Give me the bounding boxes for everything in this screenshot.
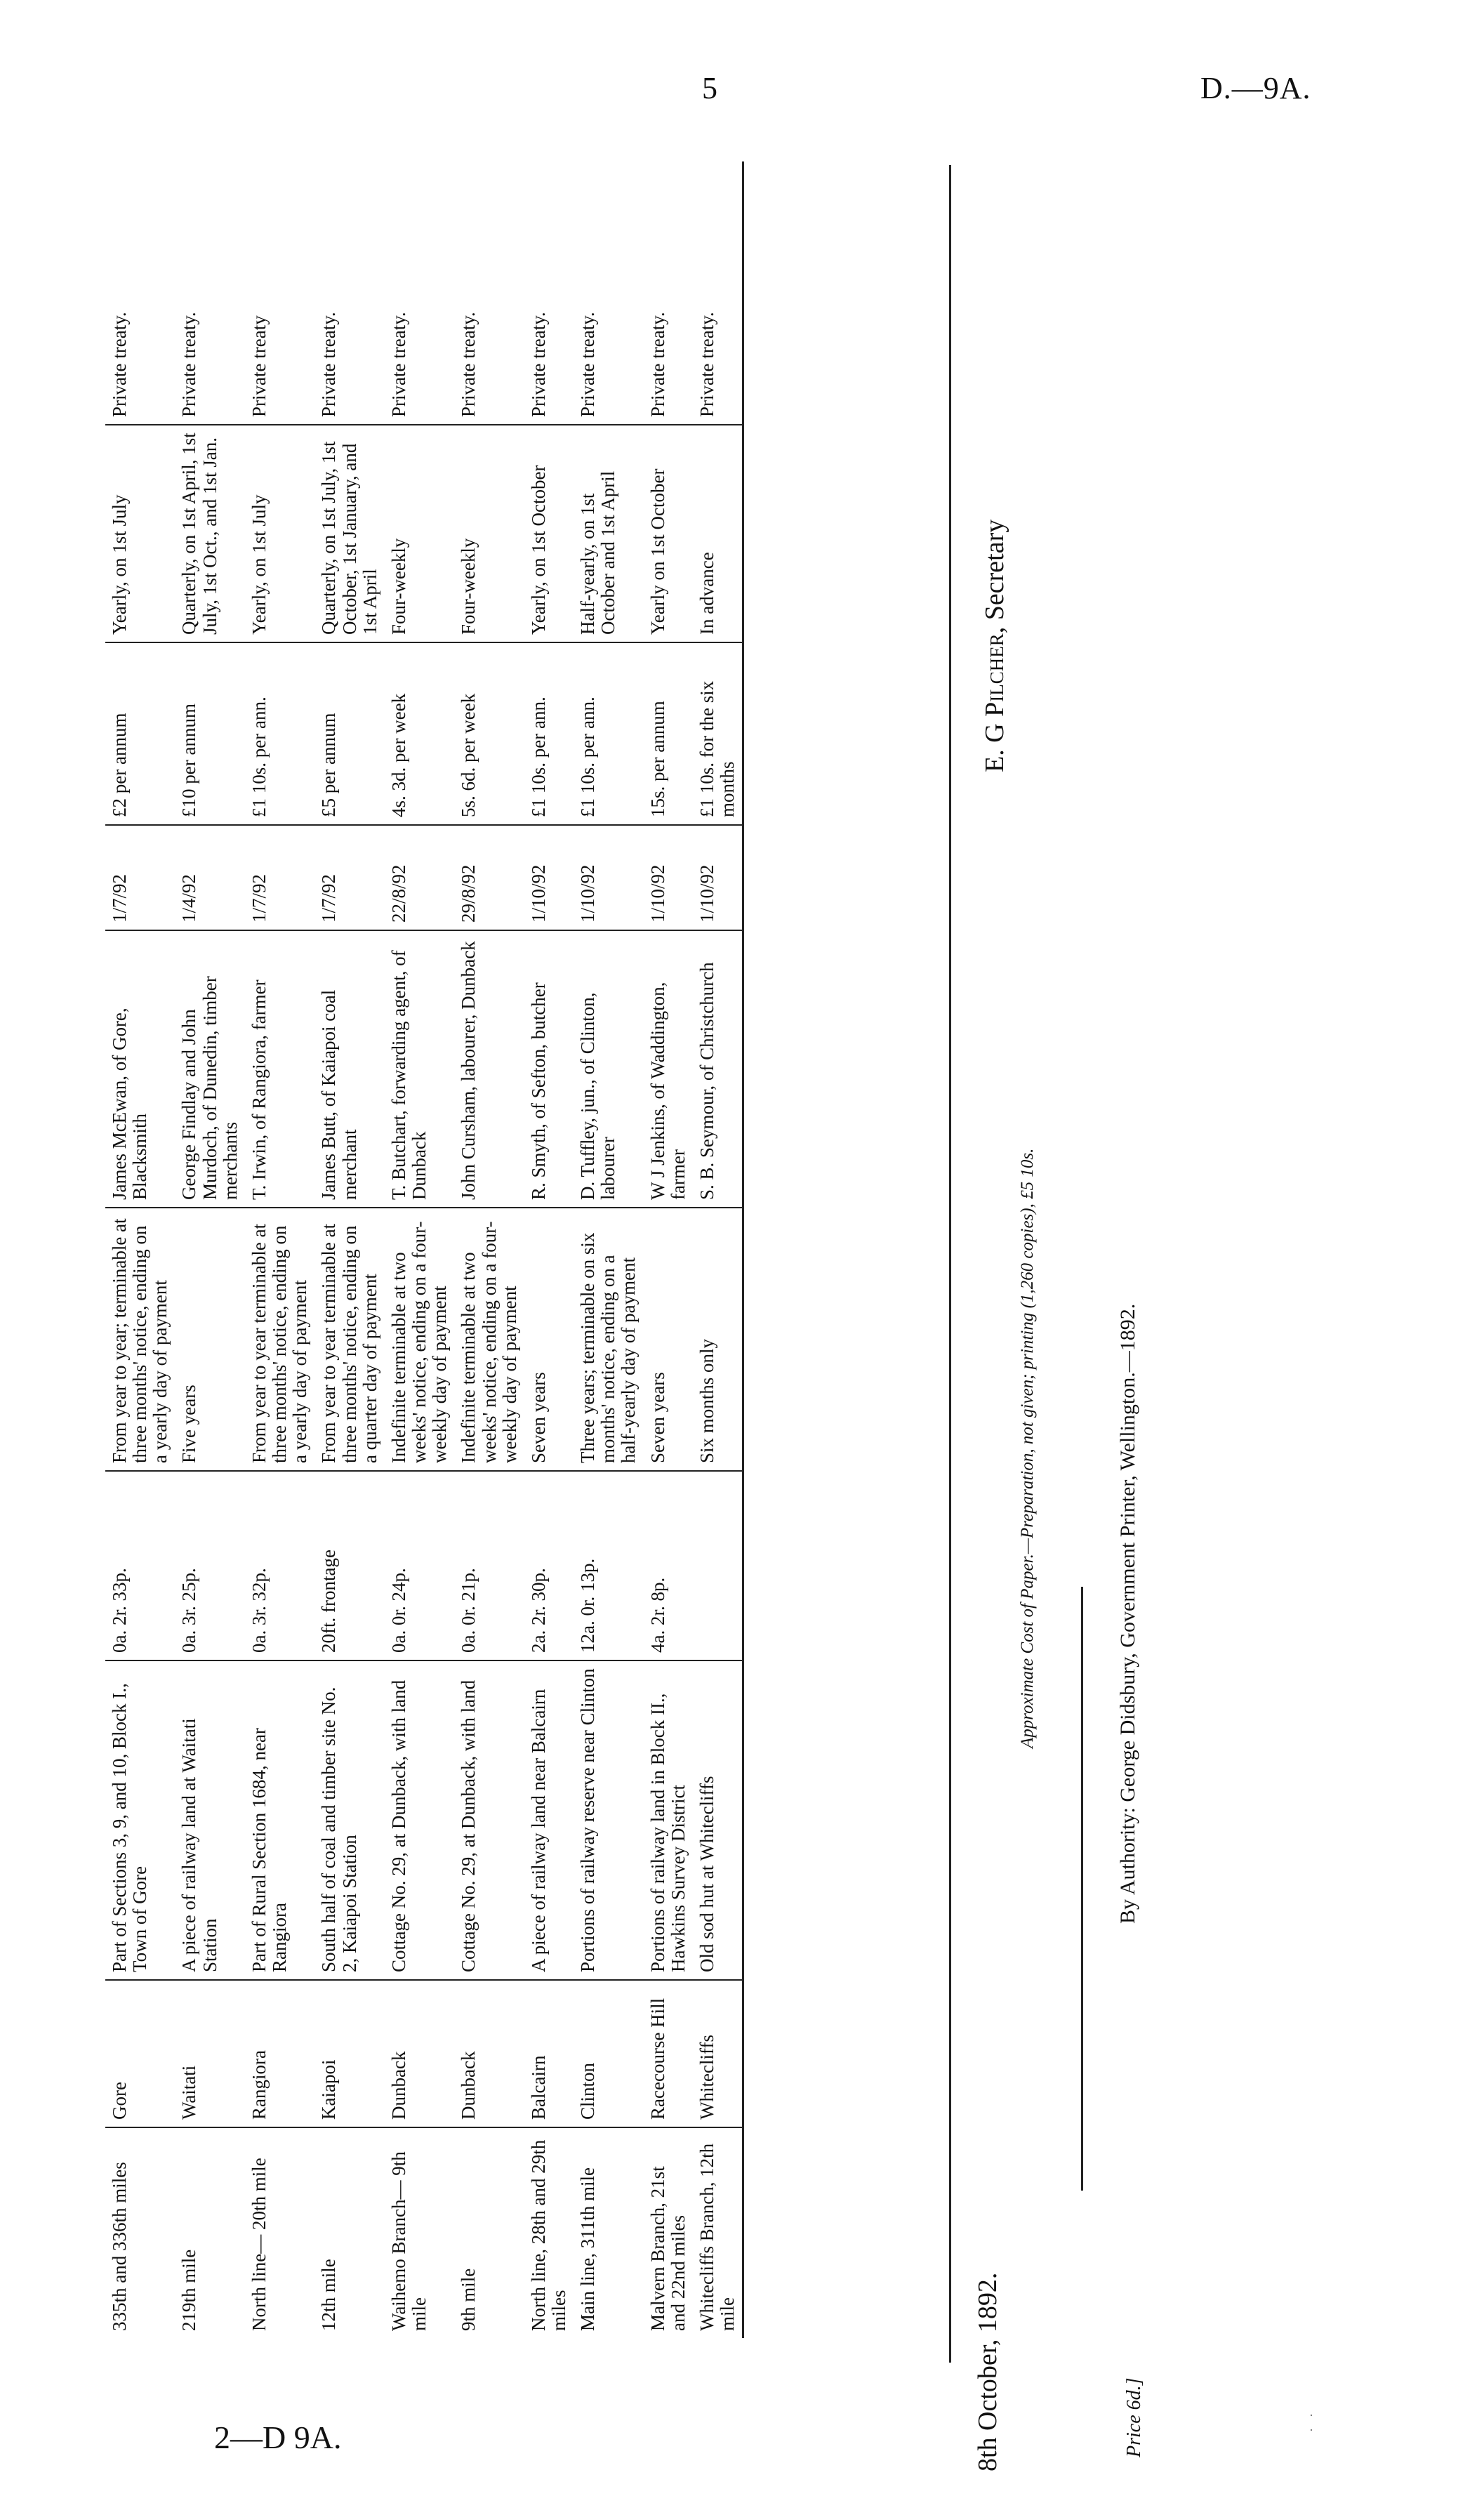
payment-cell: Half-yearly, on 1st October and 1st April (574, 425, 643, 642)
term-cell: Seven years (644, 1208, 693, 1471)
description-cell: A piece of railway land near Balcairn (524, 1660, 574, 1980)
table-row (524, 161, 574, 2338)
rent-cell: £1 10s. per ann. (524, 642, 574, 825)
disposal-cell: Private treaty. (693, 161, 742, 425)
date-cell: 1/10/92 (693, 825, 742, 930)
table-row (454, 161, 524, 2338)
miles-cell: Whitecliffs Branch, 12th mile (696, 2143, 738, 2331)
date-cell: 22/8/92 (385, 825, 454, 930)
payment-cell: Yearly, on 1st July (105, 425, 175, 642)
approximate-cost-note: Approximate Cost of Paper.—Preparation, not given; printing (1,260 copies), £5 10s. (1018, 1148, 1037, 1748)
authority-rule (1081, 1587, 1083, 2191)
lessee-cell: John Cursham, labourer, Dunback (454, 930, 524, 1208)
date-cell: 1/10/92 (524, 825, 574, 930)
lessee-cell: James McEwan, of Gore, Blacksmith (105, 930, 175, 1208)
leases-table-body (105, 161, 742, 2338)
term-cell: From year to year terminable at three months' notice, ending on a quarter day of payment (314, 1208, 384, 1471)
area-cell: 0a. 3r. 25p. (175, 1471, 244, 1660)
miles-cell: 9th mile (458, 2268, 479, 2331)
area-cell: 0a. 0r. 21p. (454, 1471, 524, 1660)
description-cell: Part of Rural Section 1684, near Rangiora (245, 1660, 314, 1980)
rent-cell: 5s. 6d. per week (454, 642, 524, 825)
table-row (385, 161, 454, 2338)
lessee-cell: W J Jenkins, of Waddington, farmer (644, 930, 693, 1208)
miles-cell: 335th and 336th miles (109, 2162, 130, 2331)
station-cell: Balcairn (524, 1980, 574, 2127)
miles-cell: Malvern Branch, 21st and 22nd miles (647, 2166, 689, 2331)
payment-cell: Yearly, on 1st October (524, 425, 574, 642)
rent-cell: £1 10s. per ann. (574, 642, 643, 825)
table-bottom-rule (742, 161, 744, 2338)
term-cell: Six months only (693, 1208, 742, 1471)
description-cell: Portions of railway land in Block II., Hawkins Survey District (644, 1660, 693, 1980)
date-cell: 1/4/92 (175, 825, 244, 930)
disposal-cell: Private treaty. (574, 161, 643, 425)
description-cell: Cottage No. 29, at Dunback, with land (454, 1660, 524, 1980)
description-cell: South half of coal and timber site No. 2, Kaiapoi Station (314, 1660, 384, 1980)
rent-cell: £2 per annum (105, 642, 175, 825)
station-cell: Kaiapoi (314, 1980, 384, 2127)
station-cell: Racecourse Hill (644, 1980, 693, 2127)
payment-cell: In advance (693, 425, 742, 642)
area-cell: 2a. 2r. 30p. (524, 1471, 574, 1660)
station-cell: Gore (105, 1980, 175, 2127)
miles-cell: North line— 20th mile (248, 2158, 270, 2331)
lessee-cell: T. Butchart, forwarding agent, of Dunback (385, 930, 454, 1208)
railway-leases-table (105, 161, 934, 2338)
station-cell: Dunback (454, 1980, 524, 2127)
price-note: Price 6d.] (1123, 2377, 1145, 2457)
disposal-cell: Private treaty. (105, 161, 175, 425)
description-cell: Old sod hut at Whitecliffs (693, 1660, 742, 1980)
page-number: 5 (702, 71, 717, 105)
table-row (574, 161, 643, 2338)
disposal-cell: Private treaty. (644, 161, 693, 425)
table-row (245, 161, 314, 2338)
table-row (693, 161, 742, 2338)
station-cell: Rangiora (245, 1980, 314, 2127)
lessee-cell: R. Smyth, of Sefton, butcher (524, 930, 574, 1208)
lessee-cell: James Butt, of Kaiapoi coal merchant (314, 930, 384, 1208)
term-cell: Three years; terminable on six months' notice, ending on a half-yearly day of payment (574, 1208, 643, 1471)
miles-cell: Main line, 311th mile (577, 2167, 599, 2331)
secretary-title: Secretary (980, 519, 1009, 621)
payment-cell: Four-weekly (385, 425, 454, 642)
area-cell: 12a. 0r. 13p. (574, 1471, 643, 1660)
term-cell: From year to year; terminable at three months' notice, ending on a yearly day of payment (105, 1208, 175, 1471)
table-row (105, 161, 175, 2338)
description-cell: A piece of railway land at Waitati Station (175, 1660, 244, 1980)
payment-cell: Yearly on 1st October (644, 425, 693, 642)
lessee-cell: George Findlay and John Murdoch, of Dunedin, timber merchants (175, 930, 244, 1208)
secretary-signature: E. G Pilcher, Secretary (980, 519, 1009, 772)
rent-cell: 15s. per annum (644, 642, 693, 825)
printer-authority: By Authority: George Didsbury, Government Printer, Wellington.—1892. (1116, 1303, 1139, 1924)
description-cell: Part of Sections 3, 9, and 10, Block I., Town of Gore (105, 1660, 175, 1980)
lessee-cell: T. Irwin, of Rangiora, farmer (245, 930, 314, 1208)
payment-cell: Four-weekly (454, 425, 524, 642)
term-cell: Indefinite terminable at two weeks' notice, ending on a four-weekly day of payment (454, 1208, 524, 1471)
sheet-signature-mark: 2—D 9A. (214, 2419, 342, 2455)
disposal-cell: Private treaty. (454, 161, 524, 425)
term-cell: Five years (175, 1208, 244, 1471)
leases-table (105, 161, 742, 2338)
table-row (175, 161, 244, 2338)
description-cell: Portions of railway reserve near Clinton (574, 1660, 643, 1980)
disposal-cell: Private treaty. (314, 161, 384, 425)
station-cell: Dunback (385, 1980, 454, 2127)
area-cell: 0a. 0r. 24p. (385, 1471, 454, 1660)
disposal-cell: Private treaty. (524, 161, 574, 425)
date-cell: 29/8/92 (454, 825, 524, 930)
date-cell: 1/7/92 (245, 825, 314, 930)
date-cell: 1/7/92 (314, 825, 384, 930)
date-cell: 1/10/92 (644, 825, 693, 930)
description-cell: Cottage No. 29, at Dunback, with land (385, 1660, 454, 1980)
area-cell: 0a. 2r. 33p. (105, 1471, 175, 1660)
area-cell: 0a. 3r. 32p. (245, 1471, 314, 1660)
term-cell: Seven years (524, 1208, 574, 1471)
report-date: 8th October, 1892. (973, 2272, 1002, 2471)
print-speck: · · (1309, 2408, 1313, 2437)
date-cell: 1/7/92 (105, 825, 175, 930)
miles-cell: North line, 28th and 29th miles (527, 2139, 569, 2331)
disposal-cell: Private treaty (245, 161, 314, 425)
lessee-cell: D. Tuffley, jun., of Clinton, labourer (574, 930, 643, 1208)
term-cell: Indefinite terminable at two weeks' notice, ending on a four-weekly day of payment (385, 1208, 454, 1471)
rent-cell: £10 per annum (175, 642, 244, 825)
miles-cell: Waihemo Branch— 9th mile (387, 2151, 430, 2331)
station-cell: Clinton (574, 1980, 643, 2127)
date-cell: 1/10/92 (574, 825, 643, 930)
payment-cell: Yearly, on 1st July (245, 425, 314, 642)
rent-cell: £5 per annum (314, 642, 384, 825)
lessee-cell: S. B. Seymour, of Christchurch (693, 930, 742, 1208)
area-cell (693, 1471, 742, 1660)
area-cell: 20ft. frontage (314, 1471, 384, 1660)
table-row (314, 161, 384, 2338)
miles-cell: 219th mile (178, 2249, 200, 2331)
rent-cell: 4s. 3d. per week (385, 642, 454, 825)
table-row (644, 161, 693, 2338)
payment-cell: Quarterly, on 1st July, 1st October, 1st January, and 1st April (314, 425, 384, 642)
payment-cell: Quarterly, on 1st April, 1st July, 1st Oct., and 1st Jan. (175, 425, 244, 642)
station-cell: Whitecliffs (693, 1980, 742, 2127)
disposal-cell: Private treaty. (175, 161, 244, 425)
footer-divider (949, 165, 951, 2363)
rent-cell: £1 10s. per ann. (245, 642, 314, 825)
term-cell: From year to year terminable at three months' notice, ending on a yearly day of payment (245, 1208, 314, 1471)
rent-cell: £1 10s. for the six months (693, 642, 742, 825)
station-cell: Waitati (175, 1980, 244, 2127)
disposal-cell: Private treaty. (385, 161, 454, 425)
parliamentary-paper-reference: D.—9A. (1200, 71, 1311, 105)
area-cell: 4a. 2r. 8p. (644, 1471, 693, 1660)
secretary-name: E. G Pilcher (980, 633, 1009, 772)
miles-cell: 12th mile (318, 2259, 340, 2331)
